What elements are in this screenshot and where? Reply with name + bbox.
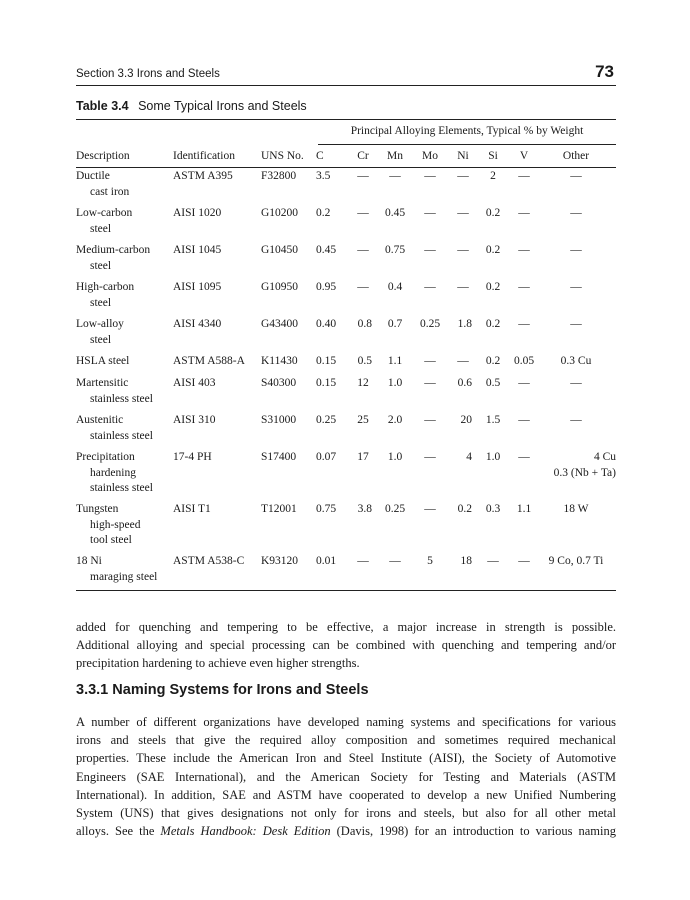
text-line: A number of different organizations have developed naming systems and specifications for various [76,715,616,729]
row-c: 0.75 [316,503,337,515]
row-v: — [518,207,530,219]
body-paragraph [76,618,616,673]
text-line: System (UNS) that gives designations not only for irons and steels, but also for all other metal [76,805,616,820]
row-ni: 20 [460,414,472,426]
row-other: 4 Cu [593,451,616,463]
row-v: — [518,281,530,293]
row-uns-no: G10950 [261,281,299,293]
row-uns-no: G10200 [261,207,299,219]
row-description: Ductile [76,170,110,182]
row-ni: — [457,281,469,293]
row-mn: 1.0 [387,377,403,389]
row-c: 0.15 [316,377,337,389]
col-header-v: V [519,150,529,162]
row-identification: AISI 310 [173,414,216,426]
row-mn: 0.4 [387,281,403,293]
row-uns-no: K11430 [261,355,298,367]
row-v: — [518,377,530,389]
text-line: added for quenching and tempering to be effective, a major increase in strength is possible. [76,620,616,634]
row-description: steel [90,296,112,309]
row-uns-no: S17400 [261,451,297,463]
row-description: tool steel [90,534,132,546]
row-description: 18 Ni [76,555,102,567]
row-si: 0.5 [485,377,501,389]
row-mo: — [424,377,436,389]
row-identification: AISI 1020 [173,207,222,219]
col-header-other: Other [562,150,590,162]
text-line: Additional alloying and special processing can be combined with quenching and tempering and/or [76,638,616,653]
row-v: — [518,244,530,256]
col-header-mn: Mn [387,150,403,162]
row-uns-no: G43400 [261,318,299,330]
text-run: (Davis, 1998) for an introduction to various naming [330,824,616,839]
row-c: 0.01 [316,555,337,567]
row-mo: — [424,207,436,219]
row-v: — [518,414,530,426]
row-other: — [570,318,582,330]
row-c: 0.25 [316,414,337,426]
row-c: 0.15 [316,355,337,367]
row-mn: 0.75 [384,244,406,256]
row-other: — [570,377,582,389]
row-uns-no: S31000 [261,414,297,426]
row-cr: — [357,555,369,567]
row-description: stainless steel [90,482,153,494]
row-si: — [487,555,499,567]
row-ni: 0.2 [457,503,472,515]
row-mo: — [424,355,436,367]
row-c: 0.45 [316,244,337,256]
row-c: 0.07 [316,451,337,463]
table-title: Some Typical Irons and Steels [138,99,307,113]
row-identification: AISI 403 [173,377,216,389]
row-ni: — [457,244,469,256]
row-v: — [518,451,530,463]
row-mo: — [424,414,436,426]
text-line: International). In addition, SAE and ASTM have cooperated to develop a new Unified Numbering [76,787,616,802]
row-other: — [570,414,582,426]
row-mn: — [389,170,401,182]
row-v: 0.05 [513,355,535,367]
col-header-ni: Ni [457,150,469,162]
table-bottom-rule [76,590,616,591]
row-ni: — [457,207,469,219]
row-identification: AISI 1045 [173,244,222,256]
row-si: 0.2 [485,244,501,256]
text-line: precipitation hardening to achieve even higher strengths. [76,656,360,671]
row-other: — [570,170,582,182]
header-rule [76,85,616,86]
row-identification: AISI T1 [173,503,211,515]
row-description: steel [90,259,112,272]
text-run: alloys. See the [76,824,161,839]
row-cr: 0.8 [357,318,372,330]
col-header-c: C [316,150,324,162]
row-other: 18 W [563,503,589,515]
row-description: stainless steel [90,429,153,442]
row-description: Medium-carbon [76,244,151,256]
row-c: 0.2 [316,207,331,219]
row-description: cast iron [90,185,130,198]
row-mn: — [389,555,401,567]
col-header-description: Description [76,150,130,162]
row-si: 0.2 [485,318,501,330]
row-description: hardening [90,466,136,479]
row-v: — [518,318,530,330]
row-si: 0.2 [485,355,501,367]
row-cr: 12 [357,377,369,389]
row-mo: — [424,503,436,515]
col-header-identification: Identification [173,150,235,162]
table-label: Table 3.4 [76,99,129,113]
row-description: Low-alloy [76,318,124,330]
row-cr: — [357,207,369,219]
row-cr: 25 [357,414,369,426]
row-v: — [518,555,530,567]
row-uns-no: K93120 [261,555,299,567]
row-mo: — [424,281,436,293]
running-header [76,62,616,84]
row-other: — [570,244,582,256]
row-si: 2 [490,170,496,182]
row-ni: 1.8 [457,318,472,330]
section-heading: 3.3.1 Naming Systems for Irons and Steels [76,682,369,698]
row-uns-no: T12001 [261,503,297,515]
row-mn: 1.0 [387,451,403,463]
row-description: High-carbon [76,281,135,293]
row-mn: 0.7 [387,318,403,330]
row-identification: ASTM A538-C [173,555,245,567]
row-description: steel [90,333,112,346]
row-mn: 0.25 [384,503,406,515]
row-si: 1.5 [485,414,501,426]
text-line: properties. These include the American Iron and Steel Institute (AISI), the Society of Automotive [76,751,616,766]
row-c: 3.5 [316,170,331,182]
row-mo: 5 [427,555,433,567]
row-mn: 1.1 [387,355,403,367]
row-description: high-speed [90,518,141,531]
row-identification: ASTM A395 [173,170,233,182]
row-ni: — [457,170,469,182]
row-other: 9 Co, 0.7 Ti [548,555,604,567]
row-si: 0.3 [485,503,501,515]
column-header-rule [76,167,616,168]
row-other: 0.3 Cu [560,355,592,367]
row-description: Tungsten [76,503,119,515]
row-cr: — [357,281,369,293]
row-description: Precipitation [76,451,135,463]
row-mo: — [424,451,436,463]
row-identification: AISI 1095 [173,281,222,293]
col-header-mo: Mo [422,150,438,162]
row-si: 1.0 [485,451,501,463]
row-v: — [518,170,530,182]
row-identification: AISI 4340 [173,318,222,330]
row-uns-no: S40300 [261,377,297,389]
row-c: 0.95 [316,281,337,293]
text-line: Engineers (SAE International), and the American Society for Testing and Materials (ASTM [76,769,616,784]
row-cr: — [357,170,369,182]
row-si: 0.2 [485,207,501,219]
row-cr: 0.5 [357,355,372,367]
row-c: 0.40 [316,318,337,330]
row-description: stainless steel [90,392,153,405]
col-header-cr: Cr [357,150,369,162]
row-cr: 17 [357,451,369,463]
row-description: Austenitic [76,414,124,426]
row-description: steel [90,222,112,235]
row-identification: ASTM A588-A [173,355,245,367]
col-header-uns-no: UNS No. [261,150,304,162]
row-ni: 0.6 [457,377,472,389]
row-ni: 4 [466,451,472,463]
row-si: 0.2 [485,281,501,293]
row-description: Low-carbon [76,207,133,219]
text-line: irons and steels that give the required alloy composition and sometimes required mechanical [76,733,616,748]
row-other: 0.3 (Nb + Ta) [553,466,616,479]
row-ni: 18 [460,555,472,567]
page-number: 73 [595,62,614,81]
row-identification: 17-4 PH [173,451,212,463]
book-title: Metals Handbook: Desk Edition [160,824,331,839]
body-paragraph [76,713,616,840]
row-cr: 3.8 [357,503,372,515]
alloying-group-header: Principal Alloying Elements, Typical % by Weight [350,125,584,137]
row-mo: — [424,244,436,256]
row-mo: 0.25 [419,318,441,330]
table-top-rule [76,119,616,120]
section-label: Section 3.3 Irons and Steels [76,68,220,80]
row-description: Martensitic [76,377,129,389]
row-cr: — [357,244,369,256]
row-description: maraging steel [90,570,158,583]
row-ni: — [457,355,469,367]
text-line [76,822,616,840]
row-other: — [570,281,582,293]
row-v: 1.1 [516,503,532,515]
row-other: — [570,207,582,219]
row-description: HSLA steel [76,355,130,367]
row-mn: 2.0 [387,414,403,426]
row-uns-no: G10450 [261,244,299,256]
row-uns-no: F32800 [261,170,297,182]
table-caption [76,99,307,113]
row-mo: — [424,170,436,182]
row-mn: 0.45 [384,207,406,219]
group-header-rule [318,144,616,145]
col-header-si: Si [488,150,498,162]
